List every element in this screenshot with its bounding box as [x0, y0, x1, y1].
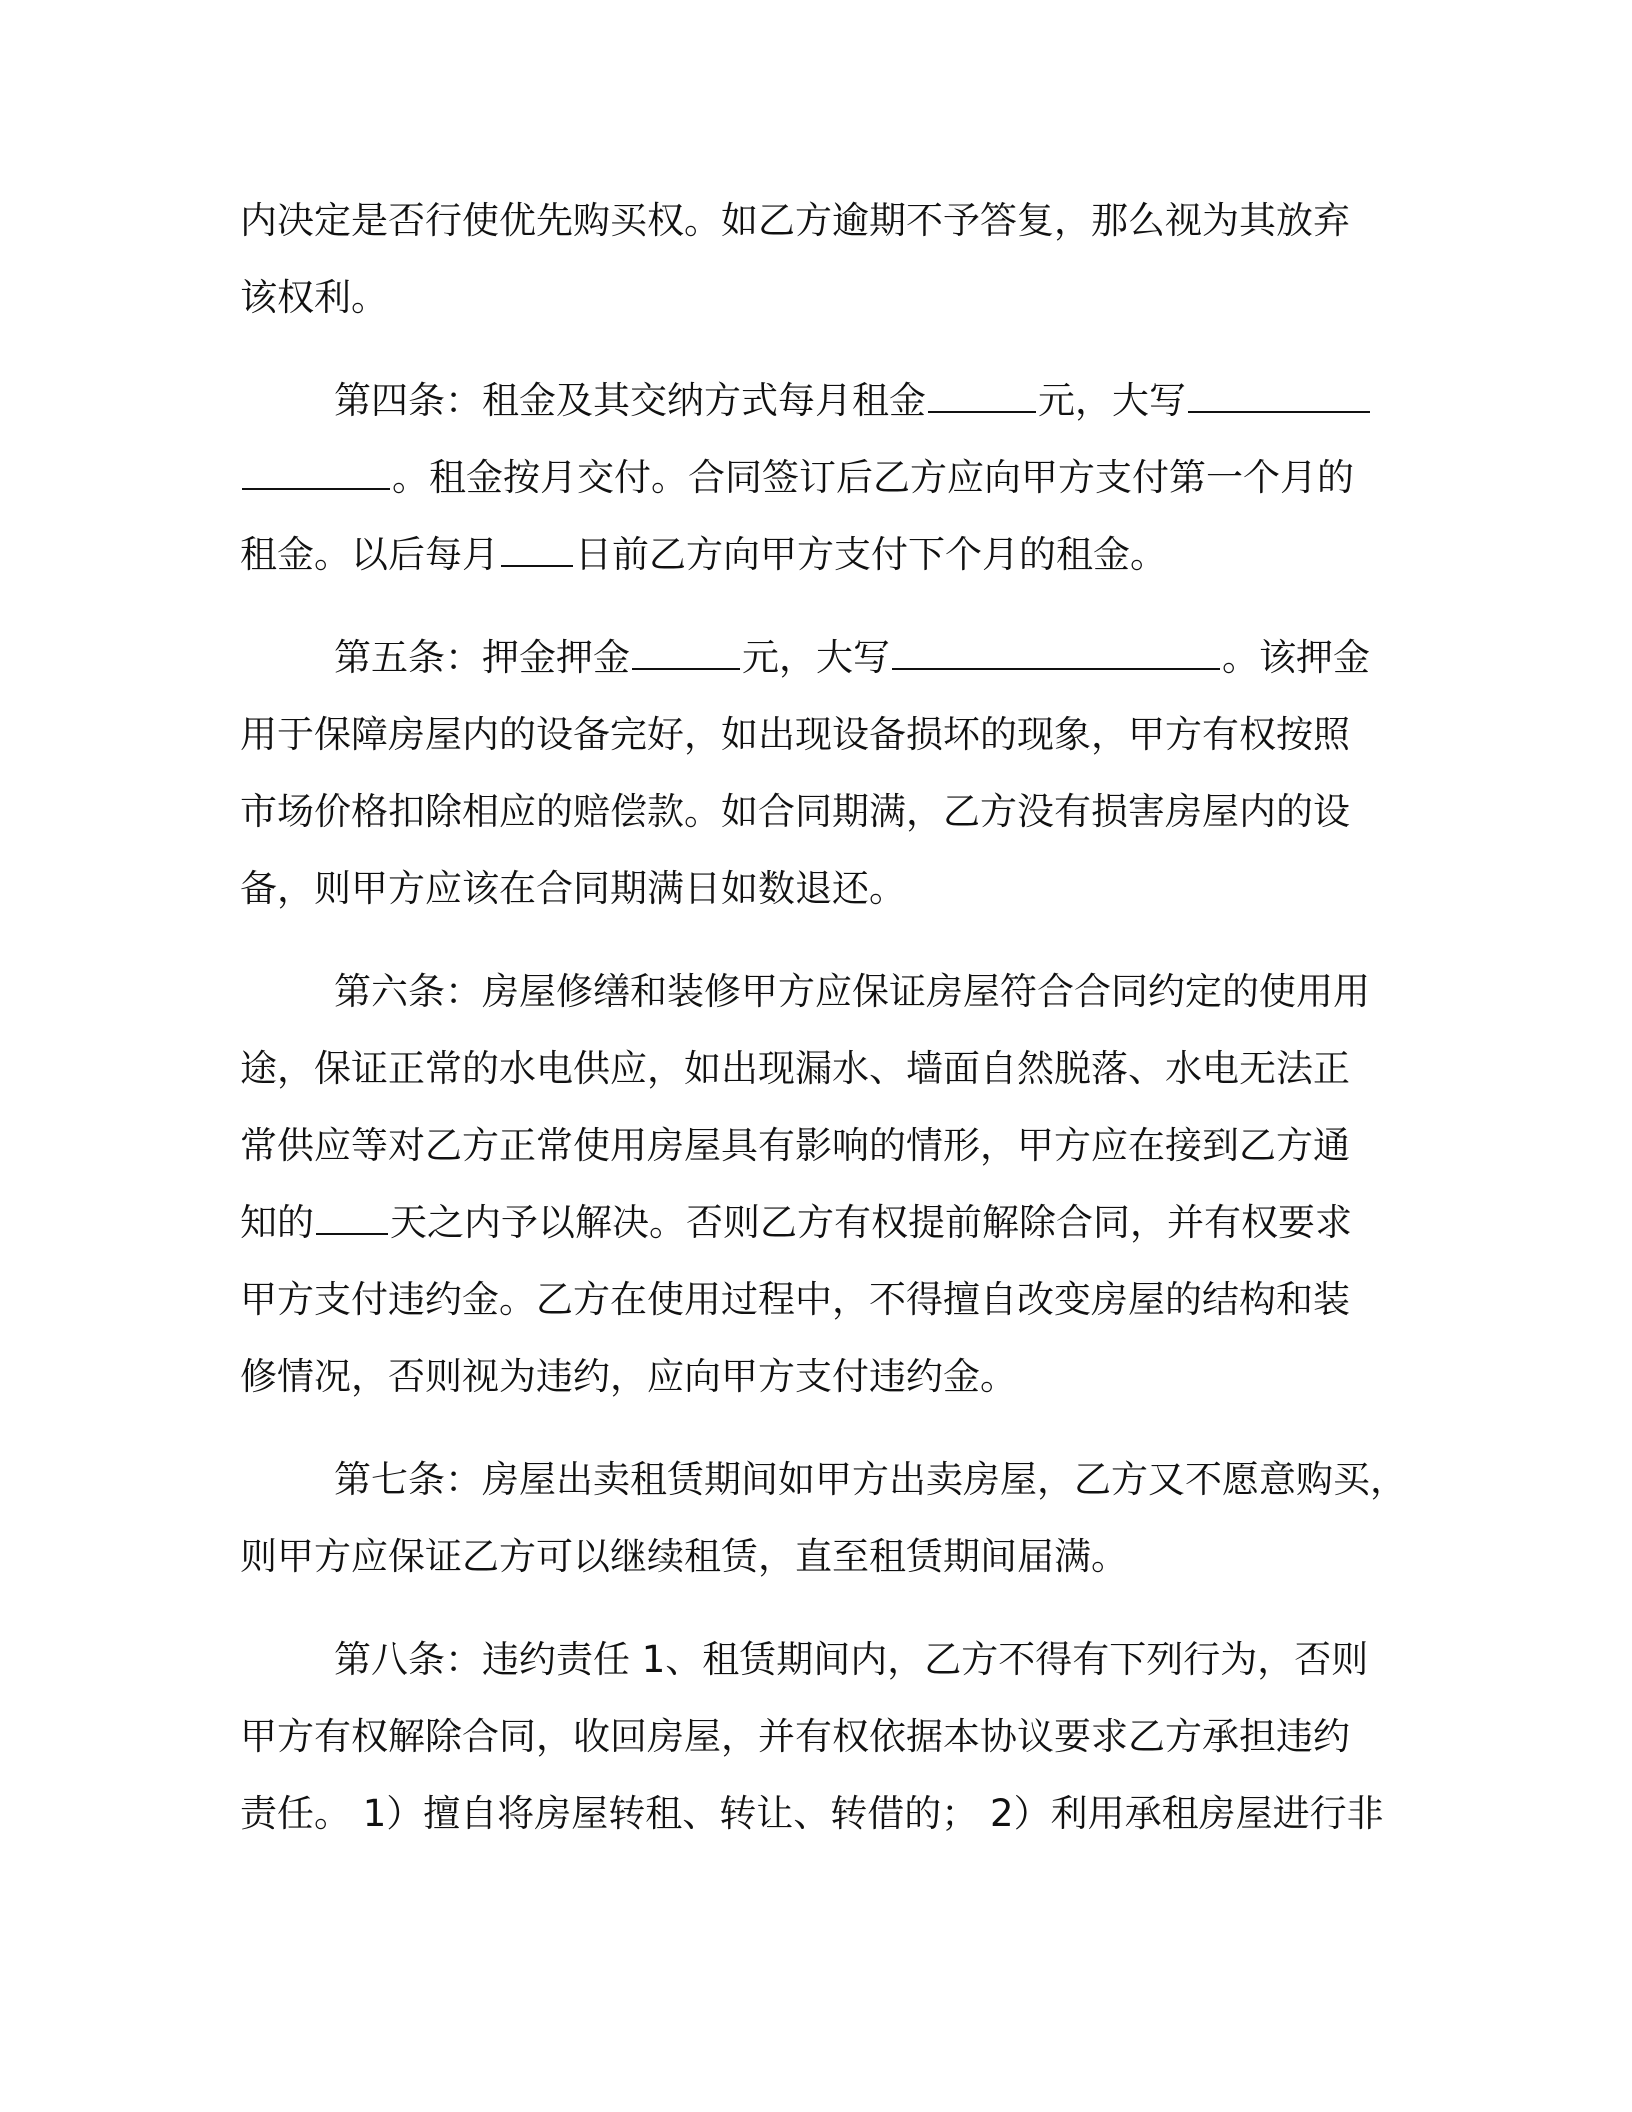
- text-fragment: 天之内予以解决。否则乙方有权提前解除合同，并有权要求: [390, 1201, 1352, 1244]
- text-line: 修情况，否则视为违约，应向甲方支付违约金。: [240, 1355, 1017, 1398]
- text-line: 该权利。: [240, 276, 388, 319]
- text-line: 责任。 1）擅自将房屋转租、转让、转借的； 2）利用承租房屋进行非: [240, 1792, 1384, 1835]
- text-fragment: 日前乙方向甲方支付下个月的租金。: [575, 533, 1167, 576]
- text-fragment: 元，大写: [742, 636, 890, 679]
- text-line: [240, 619, 1400, 696]
- text-fragment: 元，大写: [1038, 379, 1186, 422]
- text-line: 第六条：房屋修缮和装修甲方应保证房屋符合合同约定的使用用: [334, 970, 1370, 1013]
- article-8-liability: [240, 1621, 1400, 1852]
- text-line: 甲方有权解除合同，收回房屋，并有权依据本协议要求乙方承担违约: [240, 1715, 1350, 1758]
- text-line: [240, 439, 1400, 516]
- article-7-sale: [240, 1441, 1407, 1595]
- text-fragment: 。租金按月交付。合同签订后乙方应向甲方支付第一个月的: [392, 456, 1354, 499]
- text-fragment: 知的: [240, 1201, 314, 1244]
- text-line: 用于保障房屋内的设备完好，如出现设备损坏的现象，甲方有权按照: [240, 713, 1350, 756]
- text-line: 市场价格扣除相应的赔偿款。如合同期满，乙方没有损害房屋内的设: [240, 790, 1350, 833]
- text-line: 第七条：房屋出卖租赁期间如甲方出卖房屋，乙方又不愿意购买，: [334, 1458, 1407, 1501]
- fill-blank-rent-in-words: [1188, 383, 1370, 413]
- text-fragment: 第四条：租金及其交纳方式每月租金: [334, 379, 926, 422]
- text-line: 则甲方应保证乙方可以继续租赁，直至租赁期间届满。: [240, 1535, 1128, 1578]
- text-line: 内决定是否行使优先购买权。如乙方逾期不予答复，那么视为其放弃: [240, 199, 1350, 242]
- text-fragment: 。该押金: [1222, 636, 1370, 679]
- text-line: [240, 362, 1400, 439]
- text-line: 常供应等对乙方正常使用房屋具有影响的情形，甲方应在接到乙方通: [240, 1124, 1350, 1167]
- article-6-repairs: [240, 953, 1400, 1415]
- fill-blank-monthly-rent: [928, 383, 1036, 413]
- paragraph-continuation: [240, 182, 1400, 336]
- text-line: 甲方支付违约金。乙方在使用过程中，不得擅自改变房屋的结构和装: [240, 1278, 1350, 1321]
- text-line: [240, 1184, 1400, 1261]
- text-fragment: 租金。以后每月: [240, 533, 499, 576]
- fill-blank-deposit-amount: [632, 640, 740, 670]
- fill-blank-deposit-in-words: [892, 640, 1220, 670]
- fill-blank-rent-in-words-cont: [242, 460, 390, 490]
- text-line: 途，保证正常的水电供应，如出现漏水、墙面自然脱落、水电无法正: [240, 1047, 1350, 1090]
- article-5-deposit: [240, 619, 1400, 927]
- article-4-rent: [240, 362, 1400, 593]
- text-line: 第八条：违约责任 1、租赁期间内，乙方不得有下列行为，否则: [334, 1638, 1369, 1681]
- fill-blank-resolve-days: [316, 1205, 388, 1235]
- document-body: [240, 182, 1407, 1852]
- fill-blank-payment-day: [501, 537, 573, 567]
- text-line: [240, 516, 1400, 593]
- text-line: 备，则甲方应该在合同期满日如数退还。: [240, 867, 906, 910]
- text-fragment: 第五条：押金押金: [334, 636, 630, 679]
